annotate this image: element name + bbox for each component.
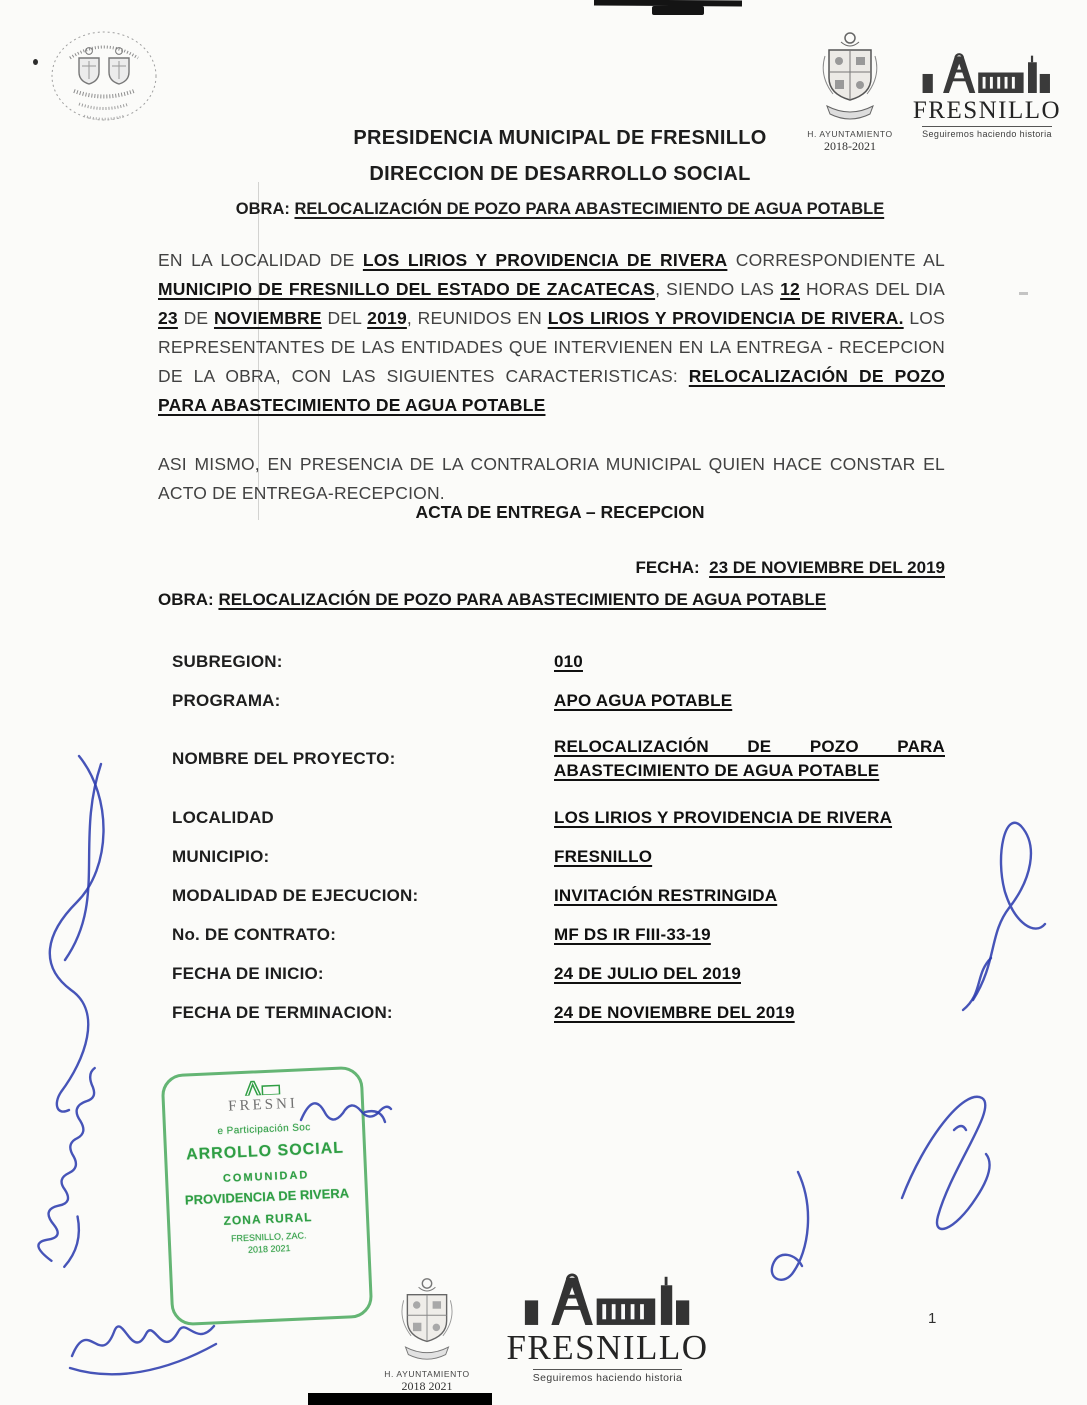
text-segment: 2019 xyxy=(367,308,407,328)
page-number: 1 xyxy=(928,1310,937,1327)
fresnillo-tagline: Seguiremos haciendo historia xyxy=(922,126,1052,139)
field-label: No. DE CONTRATO: xyxy=(172,924,337,944)
field-label: MUNICIPIO: xyxy=(172,846,270,866)
field-label: PROGRAMA: xyxy=(172,690,281,710)
field-value: MF DS IR FIII-33-19 xyxy=(554,924,711,944)
field-value: RELOCALIZACIÓN DE POZO PARA xyxy=(554,737,945,756)
field-value: 010 xyxy=(554,651,583,671)
scan-artifact xyxy=(652,6,704,15)
municipal-seal-icon xyxy=(48,28,160,126)
mine-headframe-icon xyxy=(523,1272,693,1325)
text-segment: EN LA LOCALIDAD DE xyxy=(158,250,363,270)
field-value: LOS LIRIOS Y PROVIDENCIA DE RIVERA xyxy=(554,807,893,827)
text-segment: DEL xyxy=(321,308,368,328)
ayuntamiento-years: 2018-2021 xyxy=(824,139,876,153)
scan-artifact xyxy=(33,59,38,65)
fresnillo-logo-top xyxy=(903,52,1071,142)
signature-ink-center xyxy=(752,1162,837,1297)
intro-paragraph xyxy=(158,246,945,420)
obra-value: RELOCALIZACIÓN DE POZO PARA ABASTECIMIENTO DE AGUA POTABLE xyxy=(294,200,885,218)
field-label: MODALIDAD DE EJECUCION: xyxy=(172,885,419,905)
field-value: 24 DE JULIO DEL 2019 xyxy=(554,963,741,983)
ayuntamiento-seal-top xyxy=(805,30,895,154)
title-line-2: DIRECCION DE DESARROLLO SOCIAL xyxy=(369,163,751,185)
ayuntamiento-label: H. AYUNTAMIENTO xyxy=(807,129,893,139)
mine-headframe-icon xyxy=(921,52,1053,93)
obra-header-line xyxy=(150,196,970,222)
field-label: SUBREGION: xyxy=(172,651,283,671)
signature-ink-right-tall xyxy=(945,812,1055,1012)
ayuntamiento-crest-icon xyxy=(398,1276,456,1362)
text-segment: LOS LIRIOS Y PROVIDENCIA DE RIVERA. xyxy=(547,308,904,328)
field-label: LOCALIDAD xyxy=(172,807,274,827)
field-row-inicio xyxy=(172,954,945,993)
title-line-1: PRESIDENCIA MUNICIPAL DE FRESNILLO xyxy=(353,127,767,149)
signature-ink-right-lower xyxy=(888,1068,1003,1243)
stamp-line: ZONA RURAL xyxy=(223,1210,313,1228)
text-segment: LOS LIRIOS Y PROVIDENCIA DE RIVERA xyxy=(362,250,728,270)
stamp-line: FRESNILLO, ZAC. xyxy=(230,1230,307,1244)
fresnillo-logo-bottom xyxy=(495,1272,720,1386)
scan-artifact xyxy=(308,1393,492,1405)
fresnillo-wordmark: FRESNILLO xyxy=(912,97,1062,124)
field-row-localidad xyxy=(172,798,945,837)
field-value: INVITACIÓN RESTRINGIDA xyxy=(554,885,778,905)
text-segment: MUNICIPIO DE FRESNILLO DEL ESTADO DE ZACATECAS xyxy=(158,279,656,299)
scan-artifact xyxy=(1019,292,1028,295)
field-row-municipio xyxy=(172,837,945,876)
acta-title: ACTA DE ENTREGA – RECEPCION xyxy=(415,502,705,522)
text-segment: NOVIEMBRE xyxy=(213,308,322,328)
field-label: NOMBRE DEL PROYECTO: xyxy=(172,749,396,768)
obra-label: OBRA: xyxy=(235,200,290,218)
text-segment: CORRESPONDIENTE AL xyxy=(727,250,945,270)
field-row-contrato xyxy=(172,915,945,954)
field-row-modalidad xyxy=(172,876,945,915)
stamp-line: e Participación Soc xyxy=(217,1122,311,1138)
field-value: APO AGUA POTABLE xyxy=(554,690,733,710)
field-label: FECHA DE INICIO: xyxy=(172,963,324,983)
obra-value: RELOCALIZACIÓN DE POZO PARA ABASTECIMIENTO DE AGUA POTABLE xyxy=(218,590,827,609)
text-segment: HORAS DEL DIA xyxy=(800,279,945,299)
field-row-programa xyxy=(172,681,945,720)
ayuntamiento-years: 2018 2021 xyxy=(401,1379,453,1393)
stamp-fresnillo-fragment: FRESNI xyxy=(227,1095,299,1115)
field-row-proyecto xyxy=(172,720,945,798)
stamp-line: 2018 2021 xyxy=(247,1243,291,1255)
stamp-line: COMUNIDAD xyxy=(222,1169,310,1185)
signature-ink-left-diagonal xyxy=(6,1028,143,1278)
fresnillo-tagline: Seguiremos haciendo historia xyxy=(533,1369,683,1384)
text-segment: RELOCALIZACIÓN DE POZO PARA ABASTECIMIENTO DE AGUA POTABLE xyxy=(158,366,945,415)
fecha-label: FECHA: xyxy=(635,558,700,577)
field-label: FECHA DE TERMINACION: xyxy=(172,1002,393,1022)
field-value: 24 DE NOVIEMBRE DEL 2019 xyxy=(554,1002,795,1022)
text-segment: DE xyxy=(177,308,214,328)
field-row-subregion xyxy=(172,642,945,681)
obra-line xyxy=(158,590,945,610)
text-segment: 23 xyxy=(158,308,178,328)
project-fields xyxy=(172,642,945,1032)
text-segment: , SIENDO LAS xyxy=(655,279,781,299)
rubber-stamp xyxy=(161,1066,374,1327)
ayuntamiento-crest-icon xyxy=(819,30,881,122)
stamp-line: ARROLLO SOCIAL xyxy=(185,1139,345,1164)
field-row-terminacion xyxy=(172,993,945,1032)
obra-label: OBRA: xyxy=(158,590,214,609)
field-value: FRESNILLO xyxy=(554,846,653,866)
text-segment: , REUNIDOS EN xyxy=(406,308,548,328)
contraloria-paragraph: ASI MISMO, EN PRESENCIA DE LA CONTRALORIA MUNICIPAL QUIEN HACE CONSTAR EL ACTO DE ENTREGA-RECEPCION. xyxy=(158,454,945,503)
ayuntamiento-seal-bottom xyxy=(382,1276,472,1394)
text-segment: 12 xyxy=(780,279,800,299)
fresnillo-wordmark: FRESNILLO xyxy=(506,1328,709,1367)
field-value-line2: ABASTECIMIENTO DE AGUA POTABLE xyxy=(554,761,880,780)
fecha-value: 23 DE NOVIEMBRE DEL 2019 xyxy=(709,558,945,577)
text-segment: LOS REPRESENTANTES DE LAS ENTIDADES QUE INTERVIENEN EN LA ENTREGA - RECEPCION DE LA OBRA, CON LAS SIGUIENTES CARACTERISTICAS: xyxy=(158,308,945,386)
fecha-line xyxy=(158,558,945,578)
stamp-line: PROVIDENCIA DE RIVERA xyxy=(184,1185,350,1208)
stamp-logo-icon xyxy=(240,1078,285,1096)
ayuntamiento-label: H. AYUNTAMIENTO xyxy=(384,1369,470,1379)
